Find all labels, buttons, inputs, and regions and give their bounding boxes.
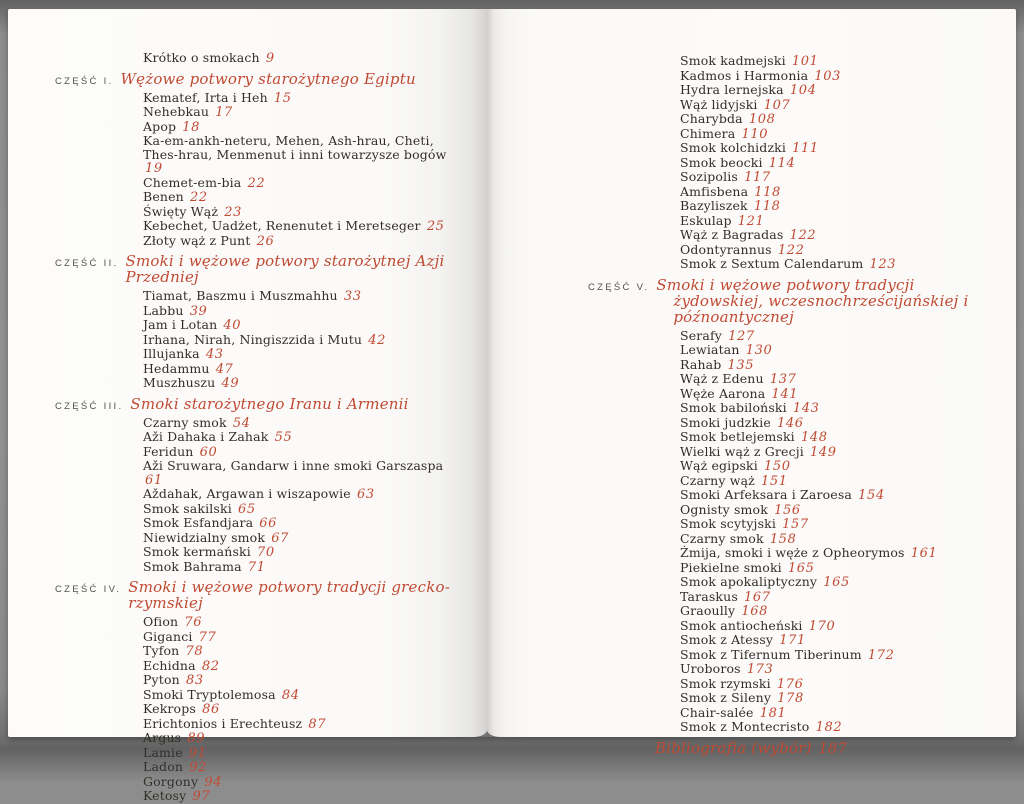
toc-entry bbox=[680, 358, 998, 373]
toc-entry-title: Wąż z Edenu bbox=[680, 371, 764, 386]
toc-entry-page-number: 143 bbox=[792, 401, 820, 416]
toc-entry-title: Graoully bbox=[680, 603, 736, 618]
toc-entry bbox=[143, 190, 463, 205]
toc-entry-page-number: 122 bbox=[789, 228, 817, 243]
toc-entry-title: Tyfon bbox=[143, 643, 180, 658]
toc-entry bbox=[143, 659, 463, 674]
toc-entry-title: Smok z Tifernum Tiberinum bbox=[680, 646, 862, 662]
toc-entry bbox=[143, 416, 463, 431]
toc-entry-title: Kebechet, Uadżet, Renenutet i Meretseger bbox=[143, 218, 421, 233]
toc-entry-title: Apop bbox=[143, 118, 177, 134]
toc-entry bbox=[143, 644, 463, 659]
toc-entry-title: Smok betlejemski bbox=[680, 429, 795, 444]
toc-entry bbox=[680, 720, 998, 735]
toc-entry-page-number: 67 bbox=[271, 530, 289, 546]
toc-entry-page-number: 70 bbox=[257, 545, 275, 560]
right-page bbox=[487, 9, 1016, 757]
toc-entry bbox=[143, 289, 463, 304]
toc-entry bbox=[143, 731, 463, 746]
toc-entry-title: Charybda bbox=[680, 111, 743, 126]
toc-entry-title: Smok babiloński bbox=[680, 400, 787, 415]
toc-entry-page-number: 91 bbox=[188, 745, 207, 761]
section-header bbox=[55, 579, 463, 611]
toc-entry-page-number: 161 bbox=[910, 546, 938, 561]
toc-entry bbox=[143, 502, 463, 517]
toc-entry-title: Krótko o smokach bbox=[143, 50, 260, 65]
toc-entry-page-number: 172 bbox=[867, 647, 895, 663]
toc-entry-title: Smok scytyjski bbox=[680, 516, 777, 531]
toc-entry-page-number: 121 bbox=[737, 213, 765, 229]
toc-entry-page-number: 9 bbox=[265, 51, 275, 66]
toc-entry-title: Benen bbox=[143, 189, 184, 204]
toc-entry bbox=[680, 98, 998, 113]
toc-entry bbox=[143, 789, 463, 804]
toc-entry bbox=[680, 590, 998, 605]
toc-entry bbox=[143, 615, 463, 630]
toc-entry bbox=[143, 105, 463, 120]
toc-entry bbox=[680, 54, 998, 69]
toc-entry-page-number: 182 bbox=[815, 720, 843, 735]
toc-entry-list bbox=[143, 91, 463, 249]
toc-entry-title: Gorgony bbox=[143, 773, 199, 789]
toc-entry-page-number: 65 bbox=[238, 501, 256, 517]
toc-entry-title: Smok z Sileny bbox=[680, 690, 772, 705]
toc-entry-page-number: 15 bbox=[273, 90, 292, 106]
toc-entry-title: Ognisty smok bbox=[680, 501, 768, 517]
toc-entry-page-number: 111 bbox=[792, 141, 819, 156]
toc-entry bbox=[680, 503, 998, 518]
toc-entry-page-number: 25 bbox=[426, 219, 445, 234]
toc-entry-page-number: 118 bbox=[753, 199, 781, 214]
toc-entry bbox=[680, 127, 998, 142]
toc-entry-page-number: 40 bbox=[223, 318, 242, 333]
toc-entry-page-number: 86 bbox=[202, 702, 220, 717]
toc-entry-title: Irhana, Nirah, Ningiszzida i Mutu bbox=[143, 331, 363, 347]
toc-entry-page-number: 71 bbox=[247, 559, 266, 575]
toc-entry bbox=[143, 376, 463, 391]
toc-entry bbox=[143, 459, 463, 487]
toc-entry-page-number: 22 bbox=[247, 175, 266, 191]
toc-entry-title: Smok sakilski bbox=[143, 500, 232, 516]
section-number-label: CZĘŚĆ III. bbox=[55, 400, 124, 412]
toc-entry bbox=[680, 517, 998, 532]
toc-entry-title: Amfisbena bbox=[680, 183, 749, 199]
toc-entry-page-number: 23 bbox=[224, 204, 242, 220]
toc-entry-title: Piekielne smoki bbox=[680, 559, 782, 575]
toc-entry bbox=[143, 51, 463, 66]
toc-entry-page-number: 176 bbox=[776, 676, 804, 692]
toc-entry-title: Smoki Arfeksara i Zaroesa bbox=[680, 487, 852, 502]
toc-entry bbox=[143, 702, 463, 717]
toc-entry-title: Chair-salée bbox=[680, 704, 754, 720]
toc-entry-title: Smoki Tryptolemosa bbox=[143, 686, 276, 702]
toc-entry bbox=[680, 430, 998, 445]
toc-entry-page-number: 33 bbox=[343, 289, 362, 304]
toc-entry bbox=[680, 488, 998, 503]
toc-entry-page-number: 107 bbox=[763, 97, 791, 113]
toc-entry-title: Labbu bbox=[143, 302, 184, 318]
toc-entry-title: Czarny smok bbox=[680, 530, 764, 546]
toc-entry-list bbox=[680, 54, 998, 272]
toc-entry bbox=[680, 619, 998, 634]
section-number-label: CZĘŚĆ V. bbox=[588, 281, 650, 293]
toc-entry bbox=[680, 112, 998, 127]
toc-entry-page-number: 89 bbox=[187, 731, 206, 746]
toc-entry-page-number: 130 bbox=[745, 343, 773, 358]
toc-entry-page-number: 167 bbox=[744, 589, 771, 605]
section-number-label: CZĘŚĆ I. bbox=[55, 75, 114, 87]
toc-entry bbox=[143, 545, 463, 560]
toc-entry bbox=[143, 630, 463, 645]
section-title: Smoki i wężowe potwory starożytnej Azji Przedniej bbox=[125, 252, 445, 286]
toc-entry bbox=[143, 487, 463, 502]
toc-entry-page-number: 19 bbox=[145, 161, 163, 176]
toc-entry-title: Nehebkau bbox=[143, 104, 210, 119]
toc-entry-title: Kematef, Irta i Heh bbox=[143, 89, 268, 105]
toc-entry bbox=[143, 717, 463, 732]
toc-entry-page-number: 66 bbox=[259, 516, 278, 531]
toc-entry-title: Bazyliszek bbox=[680, 198, 748, 213]
toc-entry bbox=[680, 214, 998, 229]
toc-entry-title: Wąż lidyjski bbox=[680, 96, 758, 112]
toc-entry bbox=[143, 134, 463, 176]
toc-entry-list bbox=[143, 289, 463, 391]
toc-entry-title: Chemet-em-bia bbox=[143, 174, 242, 190]
toc-entry-page-number: 157 bbox=[782, 517, 809, 532]
toc-entry bbox=[680, 141, 998, 156]
toc-entry-title: Lewiatan bbox=[680, 342, 740, 357]
toc-entry-title: Złoty wąż z Punt bbox=[143, 232, 251, 248]
toc-entry-page-number: 87 bbox=[308, 716, 327, 732]
toc-entry bbox=[680, 257, 998, 272]
toc-entry bbox=[680, 185, 998, 200]
toc-entry bbox=[680, 416, 998, 431]
toc-entry-title: Smok apokaliptyczny bbox=[680, 574, 818, 589]
toc-entry bbox=[680, 445, 998, 460]
toc-entry-page-number: 47 bbox=[215, 361, 234, 377]
toc-entry-page-number: 43 bbox=[205, 347, 224, 362]
toc-entry-title: Aždahak, Argawan i wiszapowie bbox=[143, 486, 351, 501]
toc-entry-title: Smok rzymski bbox=[680, 675, 771, 691]
toc-entry bbox=[680, 561, 998, 576]
toc-entry-page-number: 103 bbox=[814, 68, 842, 84]
toc-entry-page-number: 146 bbox=[777, 415, 804, 431]
toc-entry-page-number: 171 bbox=[779, 633, 806, 648]
toc-entry-page-number: 94 bbox=[204, 774, 223, 790]
toc-entry-page-number: 77 bbox=[198, 629, 217, 645]
toc-entry-page-number: 118 bbox=[754, 184, 781, 200]
toc-entry-title: Smok Bahrama bbox=[143, 558, 242, 574]
bibliography-label: Bibliografia (wybór) bbox=[655, 738, 812, 757]
toc-entry bbox=[143, 234, 463, 249]
book-spread bbox=[8, 9, 1016, 804]
toc-entry bbox=[680, 459, 998, 474]
toc-entry-title: Uroboros bbox=[680, 661, 741, 676]
toc-entry-title: Smoki judzkie bbox=[680, 414, 771, 430]
toc-entry bbox=[143, 333, 463, 348]
toc-entry-page-number: 165 bbox=[787, 560, 815, 576]
toc-entry-page-number: 150 bbox=[764, 459, 791, 474]
toc-entry bbox=[143, 688, 463, 703]
toc-entry-page-number: 17 bbox=[215, 105, 233, 120]
toc-entry-page-number: 151 bbox=[761, 473, 788, 489]
toc-entry-title: Argus bbox=[143, 730, 182, 745]
toc-entry-title: Czarny wąż bbox=[680, 472, 755, 488]
toc-entry-page-number: 63 bbox=[356, 487, 375, 502]
toc-entry-title: Smok kolchidzki bbox=[680, 140, 787, 155]
toc-entry-title: Sozipolis bbox=[680, 169, 738, 184]
toc-entry-page-number: 168 bbox=[741, 604, 768, 619]
toc-entry-page-number: 54 bbox=[232, 415, 251, 431]
toc-entry-page-number: 127 bbox=[728, 328, 755, 344]
toc-entry bbox=[680, 604, 998, 619]
toc-entry-page-number: 104 bbox=[789, 83, 817, 98]
toc-entry-title: Aži Sruwara, Gandarw i inne smoki Garszaspa bbox=[143, 458, 444, 473]
toc-entry bbox=[143, 318, 463, 333]
toc-entry-title: Serafy bbox=[680, 327, 722, 343]
toc-entry-title: Jam i Lotan bbox=[143, 317, 218, 332]
toc-entry-title: Chimera bbox=[680, 125, 736, 141]
toc-entry-page-number: 156 bbox=[774, 502, 801, 518]
toc-entry-title: Muszhuszu bbox=[143, 375, 216, 390]
toc-entry bbox=[680, 546, 998, 561]
toc-entry bbox=[143, 516, 463, 531]
toc-entry-page-number: 60 bbox=[199, 444, 218, 460]
toc-entry bbox=[680, 677, 998, 692]
toc-entry-page-number: 149 bbox=[810, 444, 837, 460]
toc-entry-page-number: 39 bbox=[189, 303, 208, 319]
toc-entry-title: Aži Dahaka i Zahak bbox=[143, 429, 269, 444]
toc-entry-list bbox=[143, 615, 463, 804]
section-header bbox=[55, 396, 463, 412]
toc-entry-page-number: 26 bbox=[256, 233, 275, 249]
toc-entry bbox=[143, 362, 463, 377]
toc-entry-page-number: 123 bbox=[869, 257, 897, 272]
toc-entry-title: Smok z Montecristo bbox=[680, 719, 810, 734]
toc-entry-title: Lamie bbox=[143, 744, 183, 760]
toc-entry bbox=[680, 691, 998, 706]
left-page bbox=[8, 9, 487, 804]
toc-entry bbox=[680, 156, 998, 171]
toc-entry bbox=[143, 205, 463, 220]
toc-entry-page-number: 181 bbox=[759, 705, 787, 721]
toc-entry-page-number: 22 bbox=[189, 190, 208, 205]
toc-entry bbox=[143, 120, 463, 135]
toc-entry-title: Kadmos i Harmonia bbox=[680, 67, 809, 83]
toc-entry bbox=[143, 445, 463, 460]
toc-entry-page-number: 82 bbox=[201, 658, 220, 674]
toc-entry-title: Ofion bbox=[143, 614, 179, 629]
toc-entry-title: Wąż egipski bbox=[680, 458, 758, 473]
toc-entry-title: Smok beocki bbox=[680, 154, 763, 170]
toc-entry-title: Smok kadmejski bbox=[680, 53, 786, 68]
toc-entry-page-number: 97 bbox=[192, 789, 211, 804]
toc-entry-list bbox=[143, 416, 463, 575]
left-page-toc bbox=[8, 9, 487, 804]
toc-entry bbox=[680, 329, 998, 344]
toc-entry bbox=[680, 199, 998, 214]
toc-entry-page-number: 137 bbox=[769, 372, 797, 387]
toc-entry bbox=[680, 648, 998, 663]
toc-entry-title: Węże Aarona bbox=[680, 385, 766, 401]
toc-entry bbox=[143, 560, 463, 575]
toc-entry-title: Hedammu bbox=[143, 360, 210, 376]
section-title: Wężowe potwory starożytnego Egiptu bbox=[120, 69, 416, 88]
toc-entry-title: Pyton bbox=[143, 672, 180, 687]
toc-entry-page-number: 101 bbox=[791, 54, 819, 69]
toc-entry bbox=[680, 170, 998, 185]
toc-entry-title: Smok antiocheński bbox=[680, 617, 803, 633]
toc-entry bbox=[143, 176, 463, 191]
toc-entry-title: Smok kermański bbox=[143, 544, 251, 559]
toc-entry-page-number: 170 bbox=[808, 618, 836, 634]
toc-entry bbox=[143, 430, 463, 445]
toc-entry-page-number: 117 bbox=[744, 170, 771, 185]
toc-entry bbox=[680, 532, 998, 547]
toc-entry-title: Erichtonios i Erechteusz bbox=[143, 715, 303, 731]
toc-entry-page-number: 165 bbox=[823, 575, 850, 590]
toc-entry-page-number: 83 bbox=[185, 673, 204, 688]
toc-entry-title: Tiamat, Baszmu i Muszmahhu bbox=[143, 288, 338, 303]
toc-entry bbox=[680, 662, 998, 677]
toc-entry-title: Święty Wąż bbox=[143, 203, 219, 219]
toc-entry-page-number: 135 bbox=[727, 357, 755, 373]
toc-entry bbox=[143, 531, 463, 546]
toc-entry-page-number: 154 bbox=[858, 488, 885, 503]
toc-entry-page-number: 61 bbox=[145, 472, 163, 488]
toc-entry-title: Czarny smok bbox=[143, 414, 227, 430]
toc-entry-page-number: 178 bbox=[777, 691, 804, 706]
toc-entry bbox=[680, 575, 998, 590]
toc-entry bbox=[143, 746, 463, 761]
toc-entry-page-number: 141 bbox=[771, 386, 799, 402]
toc-entry-page-number: 18 bbox=[182, 119, 201, 135]
toc-entry bbox=[143, 91, 463, 106]
toc-entry-title: Wielki wąż z Grecji bbox=[680, 443, 804, 459]
toc-entry-page-number: 108 bbox=[748, 112, 776, 127]
section-header bbox=[55, 71, 463, 87]
section-header bbox=[55, 253, 463, 285]
toc-entry bbox=[680, 401, 998, 416]
toc-entry-list bbox=[143, 51, 463, 66]
toc-entry bbox=[143, 673, 463, 688]
toc-entry-page-number: 76 bbox=[184, 615, 203, 630]
toc-entry bbox=[680, 474, 998, 489]
toc-entry-page-number: 78 bbox=[185, 644, 204, 659]
section-title: Smoki i wężowe potwory tradycji żydowskiej, wczesnochrześcijańskiej i późnoantycznej bbox=[656, 275, 969, 326]
toc-entry-page-number: 49 bbox=[221, 376, 240, 391]
toc-entry bbox=[680, 228, 998, 243]
toc-entry bbox=[143, 347, 463, 362]
toc-entry-title: Rahab bbox=[680, 356, 722, 372]
toc-entry-list bbox=[680, 329, 998, 735]
toc-entry-title: Ladon bbox=[143, 759, 184, 774]
bibliography-entry bbox=[655, 740, 998, 758]
section-header bbox=[588, 277, 998, 325]
right-page-toc bbox=[487, 9, 1016, 757]
toc-entry-page-number: 114 bbox=[768, 155, 796, 171]
toc-entry-title: Smok z Atessy bbox=[680, 632, 774, 647]
toc-entry bbox=[680, 372, 998, 387]
toc-entry-title: Ketosy bbox=[143, 788, 187, 803]
toc-entry bbox=[143, 304, 463, 319]
toc-entry bbox=[143, 219, 463, 234]
toc-entry-title: Żmija, smoki i węże z Opheorymos bbox=[680, 545, 905, 560]
toc-entry-page-number: 42 bbox=[368, 332, 386, 348]
toc-entry-page-number: 122 bbox=[777, 242, 805, 258]
toc-entry-title: Wąż z Bagradas bbox=[680, 227, 784, 242]
toc-entry bbox=[680, 343, 998, 358]
toc-entry-page-number: 158 bbox=[769, 531, 797, 547]
right-page-sections bbox=[588, 54, 998, 735]
toc-entry-title: Illujanka bbox=[143, 346, 200, 361]
toc-entry bbox=[143, 760, 463, 775]
toc-entry bbox=[680, 83, 998, 98]
toc-entry-page-number: 173 bbox=[746, 662, 774, 677]
section-number-label: CZĘŚĆ IV. bbox=[55, 584, 122, 595]
toc-entry bbox=[680, 706, 998, 721]
toc-entry-title: Kekrops bbox=[143, 701, 196, 716]
toc-entry-title: Hydra lernejska bbox=[680, 82, 784, 97]
toc-entry bbox=[143, 775, 463, 790]
toc-entry-title: Feridun bbox=[143, 443, 194, 459]
section-title: Smoki starożytnego Iranu i Armenii bbox=[130, 394, 409, 413]
toc-entry-title: Giganci bbox=[143, 628, 193, 644]
toc-entry bbox=[680, 633, 998, 648]
toc-entry-title: Smok z Sextum Calendarum bbox=[680, 256, 864, 271]
section-title: Smoki i wężowe potwory tradycji grecko-rzymskiej bbox=[128, 578, 450, 612]
toc-entry-page-number: 148 bbox=[800, 430, 828, 445]
toc-entry-title: Echidna bbox=[143, 657, 196, 673]
bibliography-page-number: 187 bbox=[818, 740, 848, 757]
toc-entry-title: Niewidzialny smok bbox=[143, 529, 266, 545]
toc-entry-title: Odontyrannus bbox=[680, 241, 772, 257]
toc-entry bbox=[680, 69, 998, 84]
toc-entry-page-number: 92 bbox=[189, 760, 207, 775]
toc-entry-page-number: 55 bbox=[274, 430, 293, 445]
toc-entry-title: Smok Esfandjara bbox=[143, 515, 254, 530]
toc-entry bbox=[680, 243, 998, 258]
toc-entry-title: Eskulap bbox=[680, 212, 732, 228]
toc-entry bbox=[680, 387, 998, 402]
toc-entry-page-number: 110 bbox=[741, 126, 769, 142]
toc-entry-title: Taraskus bbox=[680, 588, 738, 604]
toc-entry-title: Ka-em-ankh-neteru, Mehen, Ash-hrau, Cheti, Thes-hrau, Menmenut i inni towarzysze bogów bbox=[143, 133, 447, 162]
section-number-label: CZĘŚĆ II. bbox=[55, 258, 119, 269]
toc-entry-page-number: 84 bbox=[281, 687, 300, 703]
